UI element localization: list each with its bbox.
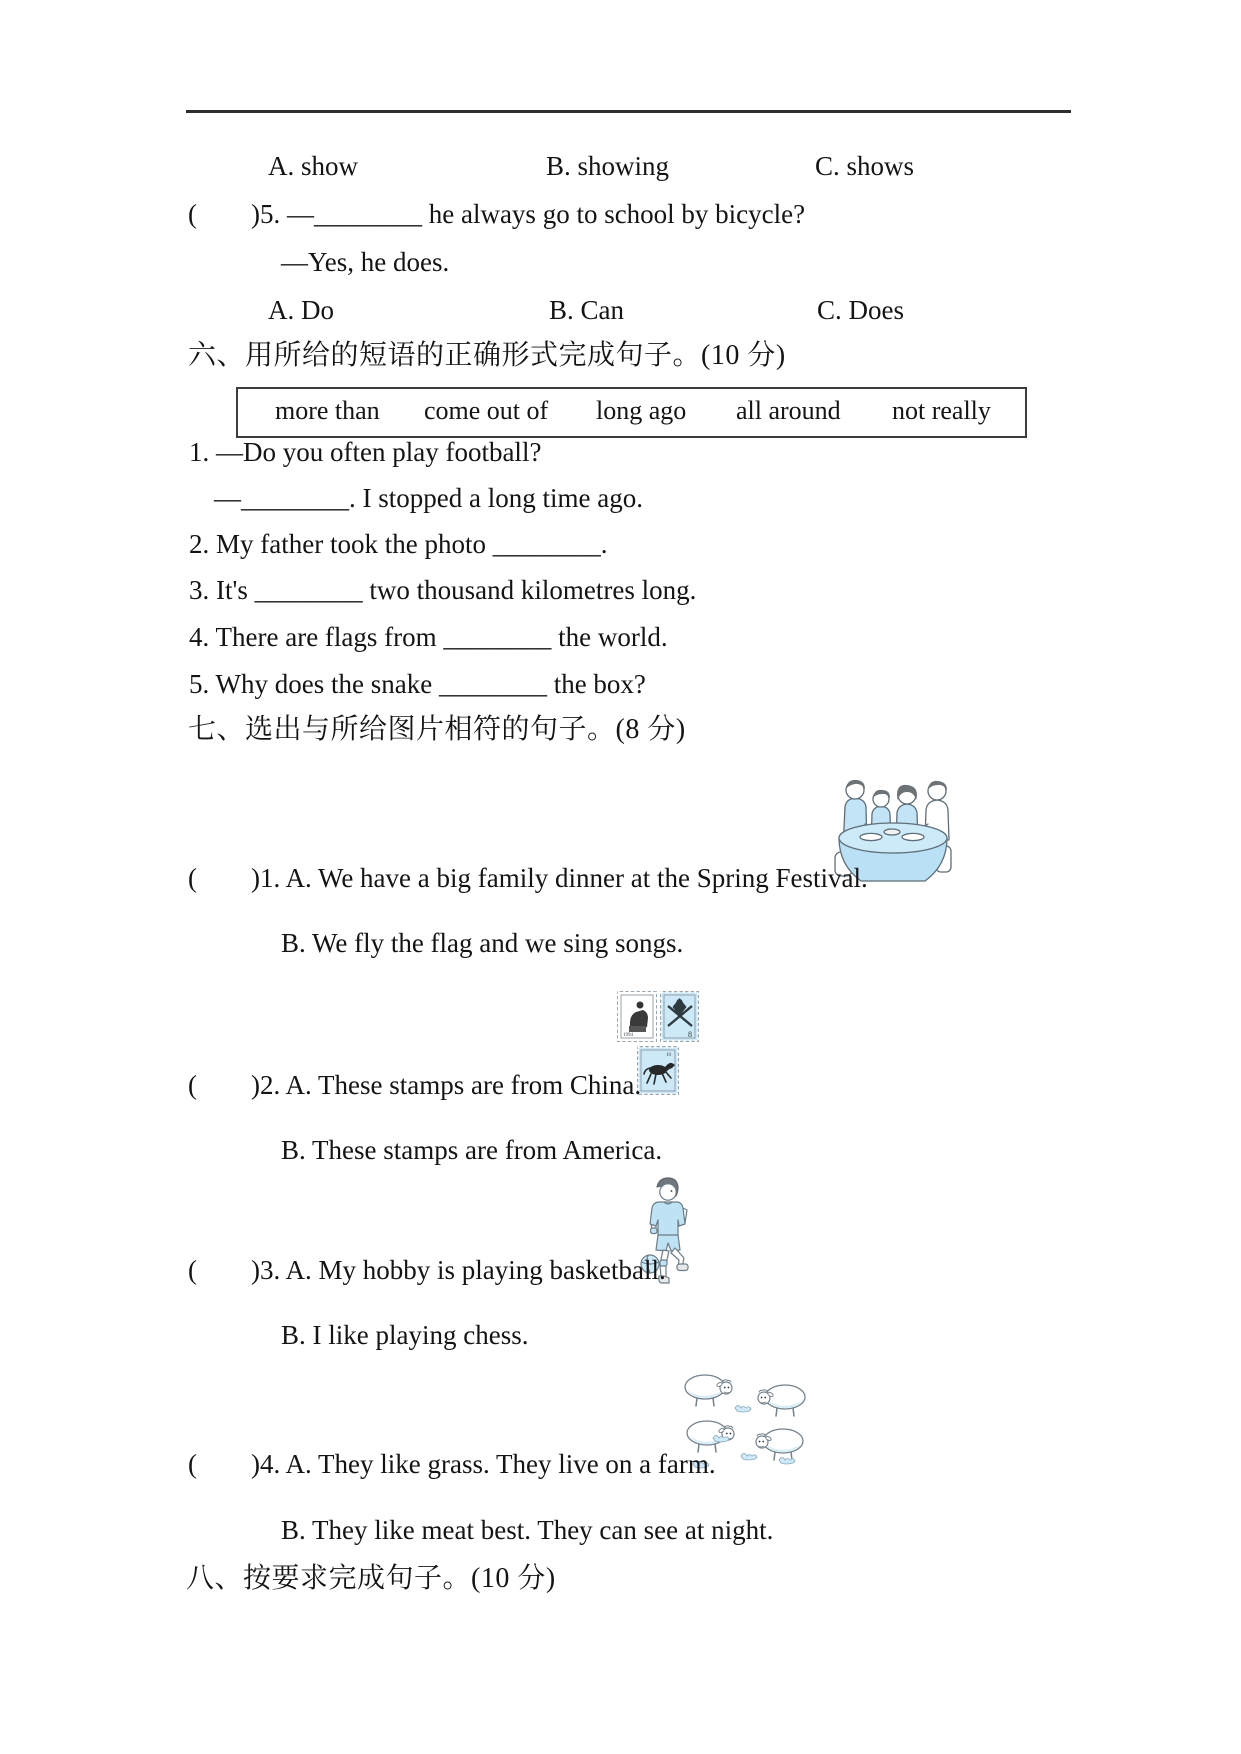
- option-do: A. Do: [268, 295, 334, 325]
- s6-item-1-answer: —________. I stopped a long time ago.: [214, 483, 643, 513]
- word-bank-more-than: more than: [275, 396, 380, 425]
- option-shows: C. shows: [815, 151, 915, 181]
- stamp-emblem-8: [661, 992, 699, 1042]
- word-bank-come-out-of: come out of: [424, 396, 549, 425]
- section-8-heading: 八、按要求完成句子。(10 分): [186, 1563, 556, 1594]
- option-show: A. show: [268, 151, 359, 181]
- question-5-text: ( )5. —________ he always go to school by bicycle?: [188, 199, 806, 229]
- option-can: B. Can: [549, 295, 625, 325]
- s6-item-1: 1. —Do you often play football?: [189, 437, 542, 467]
- header-divider-rule: [186, 110, 1071, 113]
- question-5-answer: —Yes, he does.: [281, 247, 450, 277]
- stamp-year-label: 1994: [623, 1033, 633, 1038]
- stamp-10-label: 10: [666, 1053, 671, 1058]
- stamp-horse-10: [638, 1047, 679, 1095]
- stamp-8-label: 8: [688, 1030, 692, 1039]
- word-bank-box: [236, 387, 1027, 438]
- word-bank-long-ago: long ago: [596, 396, 687, 425]
- word-bank-all-around: all around: [736, 396, 841, 425]
- stamp-figure-1994: [618, 992, 657, 1042]
- s7-q3-option-a: ( )3. A. My hobby is playing basketball.: [188, 1255, 666, 1285]
- s7-q1-option-b: B. We fly the flag and we sing songs.: [281, 928, 684, 958]
- s6-item-5: 5. Why does the snake ________ the box?: [189, 669, 646, 699]
- s7-q4-option-b: B. They like meat best. They can see at night.: [281, 1515, 774, 1545]
- option-showing: B. showing: [546, 151, 670, 181]
- s6-item-4: 4. There are flags from ________ the world.: [189, 622, 668, 652]
- s6-item-3: 3. It's ________ two thousand kilometres long.: [189, 575, 697, 605]
- section-6-heading: 六、用所给的短语的正确形式完成句子。(10 分): [188, 340, 786, 371]
- s7-q1-option-a: ( )1. A. We have a big family dinner at the Spring Festival.: [188, 863, 868, 893]
- s7-q2-option-b: B. These stamps are from America.: [281, 1135, 663, 1165]
- section-7-heading: 七、选出与所给图片相符的句子。(8 分): [188, 714, 686, 745]
- s7-q2-option-a: ( )2. A. These stamps are from China.: [188, 1070, 642, 1100]
- s7-q3-option-b: B. I like playing chess.: [281, 1320, 529, 1350]
- s6-item-2: 2. My father took the photo ________.: [189, 529, 608, 559]
- option-does: C. Does: [817, 295, 904, 325]
- s7-q4-option-a: ( )4. A. They like grass. They live on a farm.: [188, 1449, 716, 1479]
- word-bank-not-really: not really: [892, 396, 991, 425]
